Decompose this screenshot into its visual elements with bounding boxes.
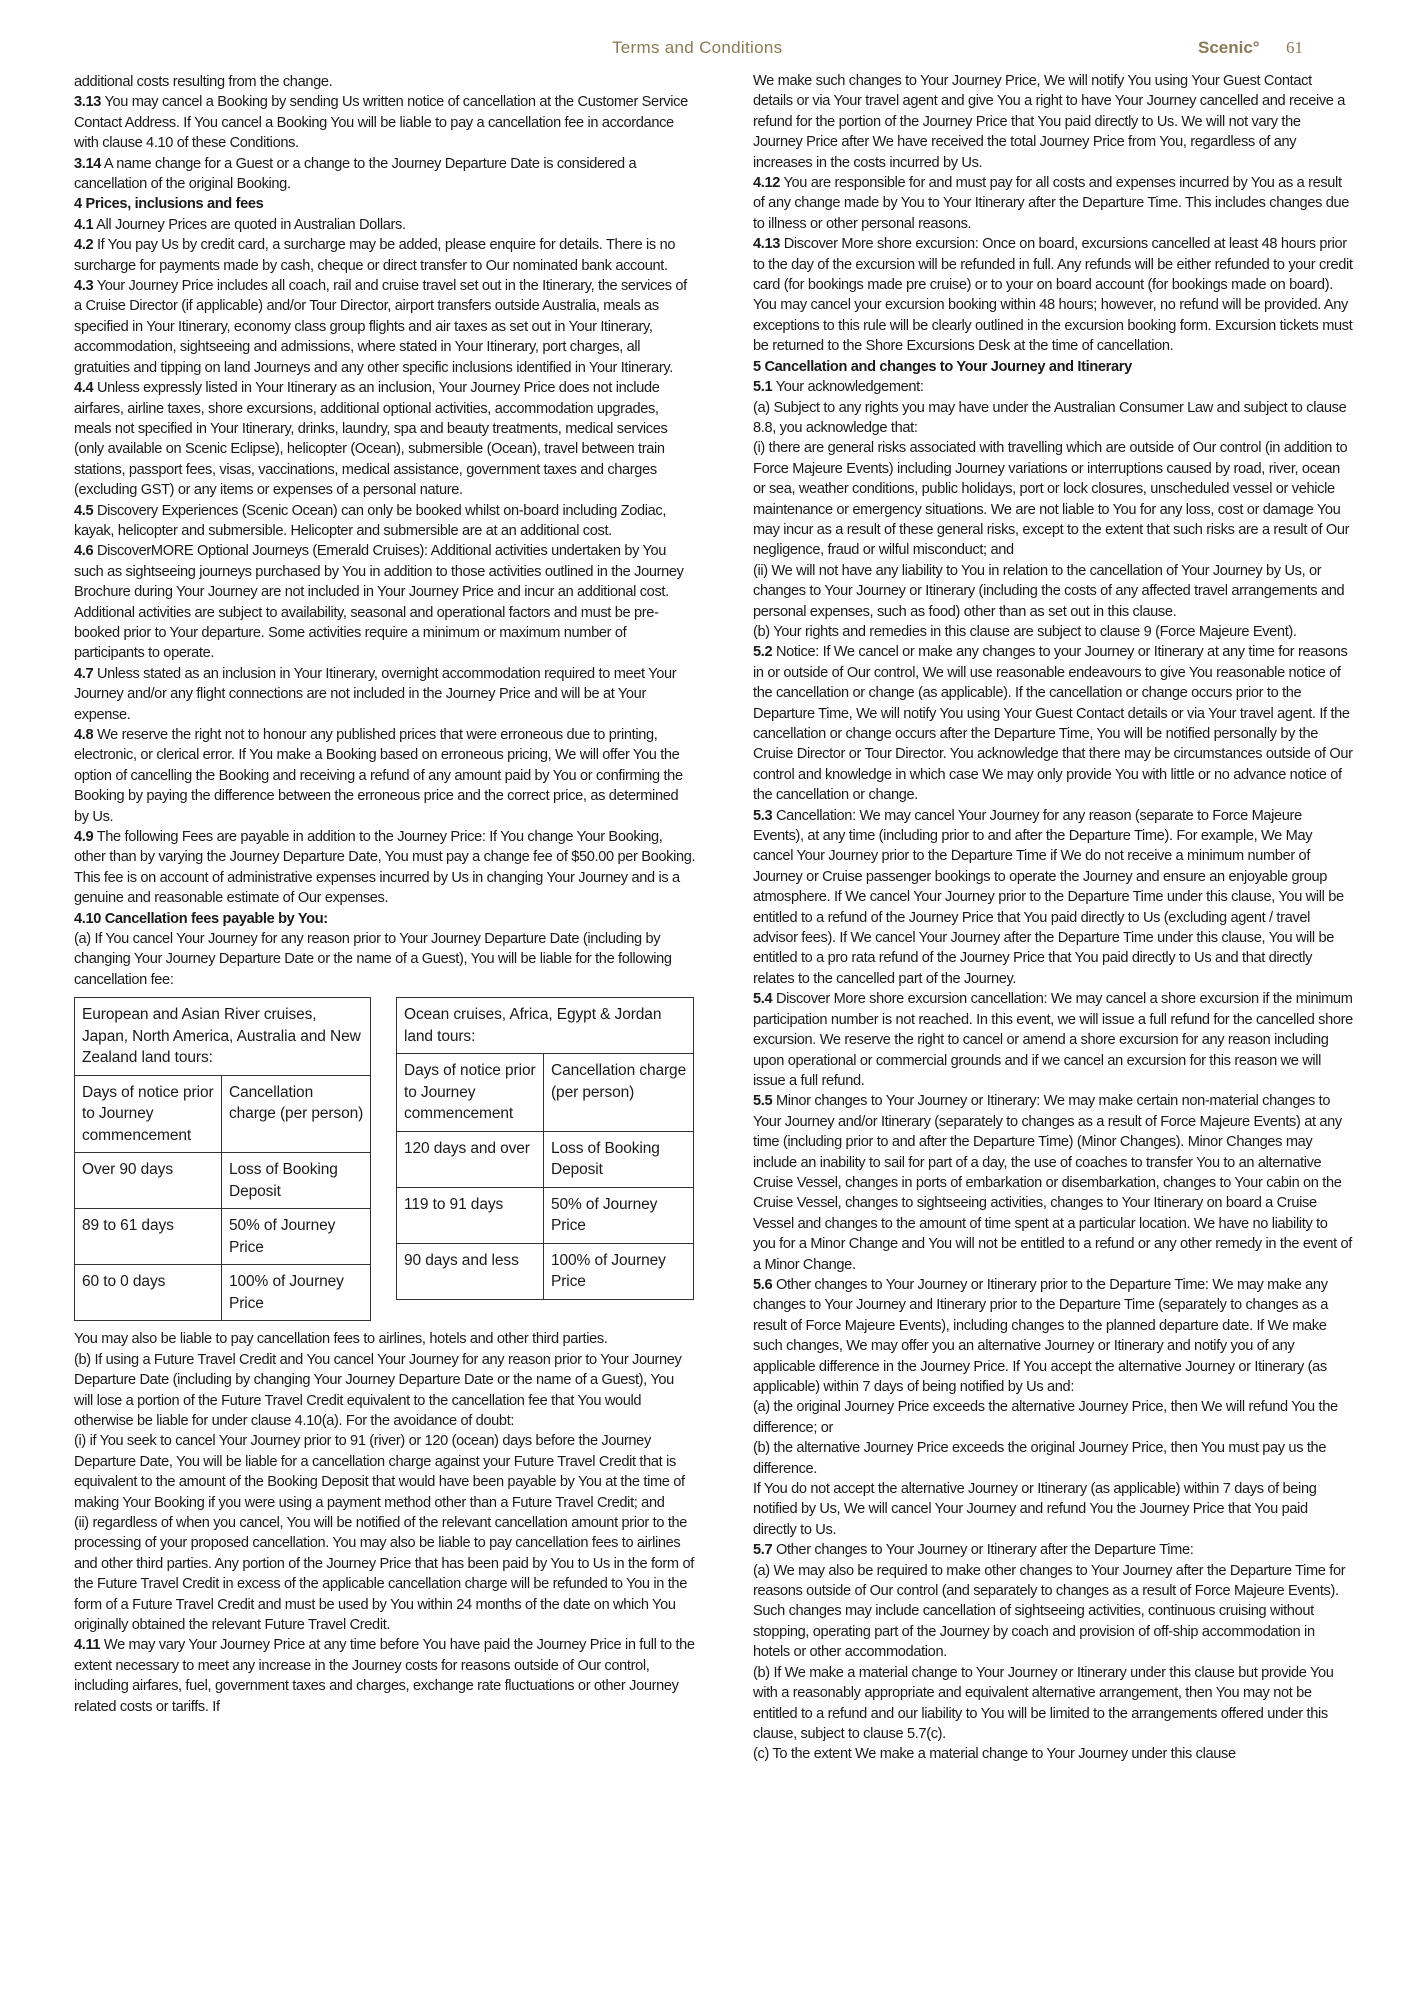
page-header: [0, 38, 1414, 62]
table-row: [75, 1153, 371, 1209]
section-heading-4: 4 Prices, inclusions and fees: [74, 196, 264, 213]
table-cell: 120 days and over: [397, 1131, 544, 1187]
table-cell: Loss of Booking Deposit: [544, 1131, 694, 1187]
clause-5-3: 5.3 Cancellation: We may cancel Your Journey for any reason (separate to Force Majeure Events), at any time (including prior to and after the Departure Time). For example, We May cancel Your Journey prior to the Departure Time if We do not receive a minimum number of Journey or Cruise passenger bookings to operate the Journey and ensure an enjoyable group atmosphere. If We cancel Your Journey prior to the Departure Time under this clause, You will be entitled to a refund of the Journey Price that You paid directly to Us (excluding agent / travel advisor fees). If We cancel Your Journey after the Departure Time under this clause, You will be entitled to a pro rata refund of the Journey Price that You paid directly to Us and that directly relates to the cancelled part of the Journey.: [753, 807, 1344, 987]
clause-4-2: 4.2 If You pay Us by credit card, a surcharge may be added, please enquire for details. There is no surcharge for payments made by cash, cheque or direct transfer to Our nominated bank account.: [74, 237, 676, 274]
clause-5-2: 5.2 Notice: If We cancel or make any changes to your Journey or Itinerary at any time for reasons in or outside of Our control, We will use reasonable endeavours to give You reasonable notice of the cancellation or change (as applicable). If the cancellation or change occurs prior to the Departure Time, We will notify You using Your Guest Contact details or via Your travel agent. If the cancellation or change occurs after the Departure Time, You will be notified personally by the Cruise Director or Tour Director. You acknowledge that there may be circumstances outside of Our control and knowledge in which case We may only provide You with little or no advance notice of the cancellation or change.: [753, 644, 1353, 804]
table-cell: 100% of Journey Price: [222, 1265, 371, 1321]
cancellation-fee-tables: [74, 997, 696, 1319]
table-row: [75, 1265, 371, 1321]
clause-5-1-a-ii: (ii) We will not have any liability to You in relation to the cancellation of Your Journey by Us, or changes to Your Journey or Itinerary (including the costs of any affected travel arrangements and personal expenses, such as food) other than as set out in this clause.: [753, 562, 1345, 620]
clause-5-6-b: (b) the alternative Journey Price exceeds the original Journey Price, then You must pay us the difference.: [753, 1440, 1327, 1477]
table-cell: Loss of Booking Deposit: [222, 1153, 371, 1209]
table-row: [397, 1131, 694, 1187]
clause-4-6: 4.6 DiscoverMORE Optional Journeys (Emerald Cruises): Additional activities undertaken by You such as sightseeing journeys purchased by You in addition to those activities outlined in the Journey Brochure during Your Journey are not included in Your Journey Price and incur an additional cost. Additional activities are subject to availability, seasonal and operational factors and must be pre-booked prior to Your departure. Some activities require a minimum or maximum number of participants to operate.: [74, 543, 684, 662]
section-heading-5: 5 Cancellation and changes to Your Journey and Itinerary: [753, 358, 1132, 375]
right-column: [753, 71, 1353, 1765]
left-column: [74, 72, 696, 1717]
clause-4-8: 4.8 We reserve the right not to honour any published prices that were erroneous due to printing, electronic, or clerical error. If You make a Booking based on erroneous pricing, We will offer You the option of cancelling the Booking and receiving a refund of any amount paid by You or confirming the Booking by paying the difference between the erroneous price and the correct price, as determined by Us.: [74, 727, 683, 825]
clause-5-7-c: (c) To the extent We make a material change to Your Journey under this clause: [753, 1746, 1236, 1763]
clause-5-7-b: (b) If We make a material change to Your Journey or Itinerary under this clause but provide You with a reasonably appropriate and equivalent alternative arrangement, then You may not be entitled to a refund and our liability to You will be limited to the arrangements offered under this clause, subject to clause 5.7(c).: [753, 1664, 1334, 1742]
clause-4-11: 4.11 We may vary Your Journey Price at any time before You have paid the Journey Price in full to the extent necessary to meet any increase in the Journey costs for reasons outside of Our control, including airfares, fuel, government taxes and charges, exchange rate fluctuations or other Journey related costs or tariffs. If: [74, 1637, 695, 1715]
clause-5-1-a-i: (i) there are general risks associated with travelling which are outside of Our control (in addition to Force Majeure Events) including Journey variations or interruptions caused by road, river, ocean or sea, weather conditions, public holidays, port or lock closures, unscheduled vessel or vehicle maintenance or emergency situations. We are not liable to You for any loss, cost or damage You may incur as a result of these general risks, except to the extent that such risks are a result of Our negligence, fraud or wilful misconduct; and: [753, 440, 1350, 559]
table-cell: 50% of Journey Price: [222, 1209, 371, 1265]
paragraph: additional costs resulting from the change.: [74, 74, 333, 90]
clause-4-10-b-i: (i) if You seek to cancel Your Journey prior to 91 (river) or 120 (ocean) days before the Journey Departure Date, You will be liable for a cancellation charge against your Future Travel Credit that is equivalent to the amount of the Booking Deposit that would have been payable by You at the time of making Your Booking if you were using a payment method other than a Future Travel Credit; and: [74, 1433, 685, 1511]
table-cell: Over 90 days: [75, 1153, 222, 1209]
clause-5-1-a: (a) Subject to any rights you may have under the Australian Consumer Law and subject to clause 8.8, you acknowledge that:: [753, 399, 1347, 436]
paragraph: You may also be liable to pay cancellation fees to airlines, hotels and other third parties.: [74, 1331, 608, 1348]
clause-4-3: 4.3 Your Journey Price includes all coach, rail and cruise travel set out in the Itinerary, the services of a Cruise Director (if applicable) and/or Tour Director, airport transfers outside Australia, meals as specified in Your Itinerary, economy class group flights and air taxes as set out in Your Itinerary, accommodation, sightseeing and admissions, where stated in Your Itinerary, port charges, all gratuities and tipping on land Journeys and any other specific inclusions identified in Your Itinerary.: [74, 278, 687, 376]
clause-4-10-heading: 4.10 Cancellation fees payable by You:: [74, 910, 328, 927]
clause-5-4: 5.4 Discover More shore excursion cancellation: We may cancel a shore excursion if the minimum participation number is not reached. In this event, we will issue a full refund for the cancelled shore excursion. We reserve the right to cancel or amend a shore excursion for any reason including upon operational or commercial grounds and if we cancel an excursion for this reason we will issue a full refund.: [753, 991, 1353, 1089]
clause-5-7: 5.7 Other changes to Your Journey or Itinerary after the Departure Time:: [753, 1542, 1194, 1559]
clause-3-14: 3.14 A name change for a Guest or a change to the Journey Departure Date is considered a cancellation of the original Booking.: [74, 155, 637, 193]
clause-4-1: 4.1 All Journey Prices are quoted in Australian Dollars.: [74, 216, 406, 233]
table-cell: 50% of Journey Price: [544, 1187, 694, 1243]
column-header: Days of notice prior to Journey commencement: [397, 1054, 544, 1132]
clause-4-4: 4.4 Unless expressly listed in Your Itinerary as an inclusion, Your Journey Price does not include airfares, airline taxes, shore excursions, additional optional activities, accommodation upgrades, meals not specified in Your Itinerary, drinks, laundry, spa and beauty treatments, medical services (only available on Scenic Eclipse), helicopter (Ocean), submersible (Ocean), travel between train stations, passport fees, visas, vaccinations, medical assistance, government taxes and charges (excluding GST) or any items or expenses of a personal nature.: [74, 380, 668, 499]
clause-5-6-a: (a) the original Journey Price exceeds the alternative Journey Price, then We will refund You the difference; or: [753, 1399, 1338, 1436]
header-title: Terms and Conditions: [612, 38, 783, 57]
clause-4-10-b: (b) If using a Future Travel Credit and You cancel Your Journey for any reason prior to Your Journey Departure Date (including by changing Your Journey Departure Date or the name of a Guest), You will lose a portion of the Future Travel Credit equivalent to the cancellation fee that You would otherwise be liable for under clause 4.10(a). For the avoidance of doubt:: [74, 1351, 682, 1429]
ocean-cancellation-table: [396, 997, 694, 1300]
clause-5-7-a: (a) We may also be required to make other changes to Your Journey after the Departure Time for reasons outside of Our control (and separately to changes as a result of Force Majeure Events). Such changes may include cancellation of sightseeing activities, continuous cruising without stopping, operating part of the Journey by coach and provision of off-ship accommodation in hotels or other accommodation.: [753, 1562, 1346, 1661]
table-cell: 119 to 91 days: [397, 1187, 544, 1243]
table-cell: 90 days and less: [397, 1243, 544, 1299]
column-header: Cancellation charge (per person): [544, 1054, 694, 1132]
table-row: [397, 1187, 694, 1243]
clause-5-1: 5.1 Your acknowledgement:: [753, 379, 924, 396]
clause-4-10-b-ii: (ii) regardless of when you cancel, You will be notified of the relevant cancellation amount prior to the processing of your proposed cancellation. You may also be liable to pay cancellation fees to airlines and other third parties. Any portion of the Journey Price that has been paid by You to Us in the form of the Future Travel Credit in excess of the applicable cancellation charge will be refunded to You in the form of a Future Travel Credit and must be used by You within 24 months of the date on which You originally obtained the relevant Future Travel Credit.: [74, 1514, 694, 1633]
clause-4-7: 4.7 Unless stated as an inclusion in Your Itinerary, overnight accommodation required to meet Your Journey and/or any flight connections are not included in the Journey Price and will be at Your expense.: [74, 665, 677, 723]
clause-5-6: 5.6 Other changes to Your Journey or Itinerary prior to the Departure Time: We may make any changes to Your Journey and Itinerary prior to the Departure Time (separately to changes as a result of Force Majeure Events), including changes to the planned departure date. If We make such changes, We may offer you an alternative Journey or Itinerary and notify you of any applicable difference in the Journey Price. If You accept the alternative Journey or Itinerary (as applicable) within 7 days of being notified by Us and:: [753, 1276, 1329, 1395]
table-title: Ocean cruises, Africa, Egypt & Jordan land tours:: [397, 998, 694, 1054]
paragraph: We make such changes to Your Journey Price, We will notify You using Your Guest Contact details or via Your travel agent and give You a right to have Your Journey cancelled and receive a refund for the portion of the Journey Price that You paid directly to Us. We will not vary the Journey Price after We have received the total Journey Price from You, regardless of any increases in the costs incurred by Us.: [753, 73, 1346, 171]
table-cell: 60 to 0 days: [75, 1265, 222, 1321]
clause-4-5: 4.5 Discovery Experiences (Scenic Ocean) can only be booked whilst on-board including Zodiac, kayak, helicopter and submersible. Helicopter and submersible are at an additional cost.: [74, 502, 667, 539]
clause-5-1-b: (b) Your rights and remedies in this clause are subject to clause 9 (Force Majeure Event).: [753, 623, 1297, 640]
clause-5-6-c: If You do not accept the alternative Journey or Itinerary (as applicable) within 7 days of being notified by Us, We will cancel Your Journey and refund You the Journey Price that You paid directly to Us.: [753, 1481, 1317, 1538]
table-row: [397, 1243, 694, 1299]
clause-4-12: 4.12 You are responsible for and must pay for all costs and expenses incurred by You as a result of any change made by You to Your Itinerary after the Departure Time. This includes changes due to illness or other personal reasons.: [753, 175, 1350, 232]
table-title: European and Asian River cruises, Japan, North America, Australia and New Zealand land tours:: [75, 998, 371, 1076]
clause-4-9: 4.9 The following Fees are payable in addition to the Journey Price: If You change Your Booking, other than by varying the Journey Departure Date, You must pay a change fee of $50.00 per Booking. This fee is on account of administrative expenses incurred by Us in changing Your Journey and is a genuine and reasonable estimate of Our expenses.: [74, 829, 696, 907]
page-number: 61: [1286, 38, 1303, 57]
river-cancellation-table: [74, 997, 371, 1321]
brand-logo: Scenic°: [1198, 38, 1260, 57]
table-cell: 89 to 61 days: [75, 1209, 222, 1265]
clause-3-13: 3.13 You may cancel a Booking by sending Us written notice of cancellation at the Customer Service Contact Address. If You cancel a Booking You will be liable to pay a cancellation fee in accordance with clause 4.10 of these Conditions.: [74, 94, 688, 152]
column-header: Cancellation charge (per person): [222, 1075, 371, 1153]
table-row: [75, 1209, 371, 1265]
clause-4-10-a: (a) If You cancel Your Journey for any reason prior to Your Journey Departure Date (including by changing Your Journey Departure Date or the name of a Guest), You will be liable for the following cancellation fee:: [74, 931, 672, 988]
table-cell: 100% of Journey Price: [544, 1243, 694, 1299]
clause-4-13: 4.13 Discover More shore excursion: Once on board, excursions cancelled at least 48 hours prior to the day of the excursion will be refunded in full. Any refunds will be either refunded to your credit card (for bookings made pre cruise) or to your on board account (for bookings made on board). You may cancel your excursion booking within 48 hours; however, no refund will be provided. Any exceptions to this rule will be clearly outlined in the excursion booking form. Excursion tickets must be returned to the Shore Excursions Desk at the time of cancellation.: [753, 236, 1353, 355]
clause-5-5: 5.5 Minor changes to Your Journey or Itinerary: We may make certain non-material changes to Your Journey and/or Itinerary (separately to changes as a result of Force Majeure Events) at any time (including prior to and after the Departure Time) (Minor Changes). Minor Changes may include an inability to sail for part of a day, the use of coaches to transfer You to an alternative Cruise Vessel, changes in ports of embarkation or disembarkation, changes to Your cabin on the Cruise Vessel, changes to sightseeing activities, changes to Your Itinerary on board a Cruise Vessel and changes to the amount of time spent at a particular location. We have no liability to you for a Minor Change and You will not be entitled to a refund or any other remedy in the event of a Minor Change.: [753, 1093, 1352, 1273]
column-header: Days of notice prior to Journey commencement: [75, 1075, 222, 1153]
